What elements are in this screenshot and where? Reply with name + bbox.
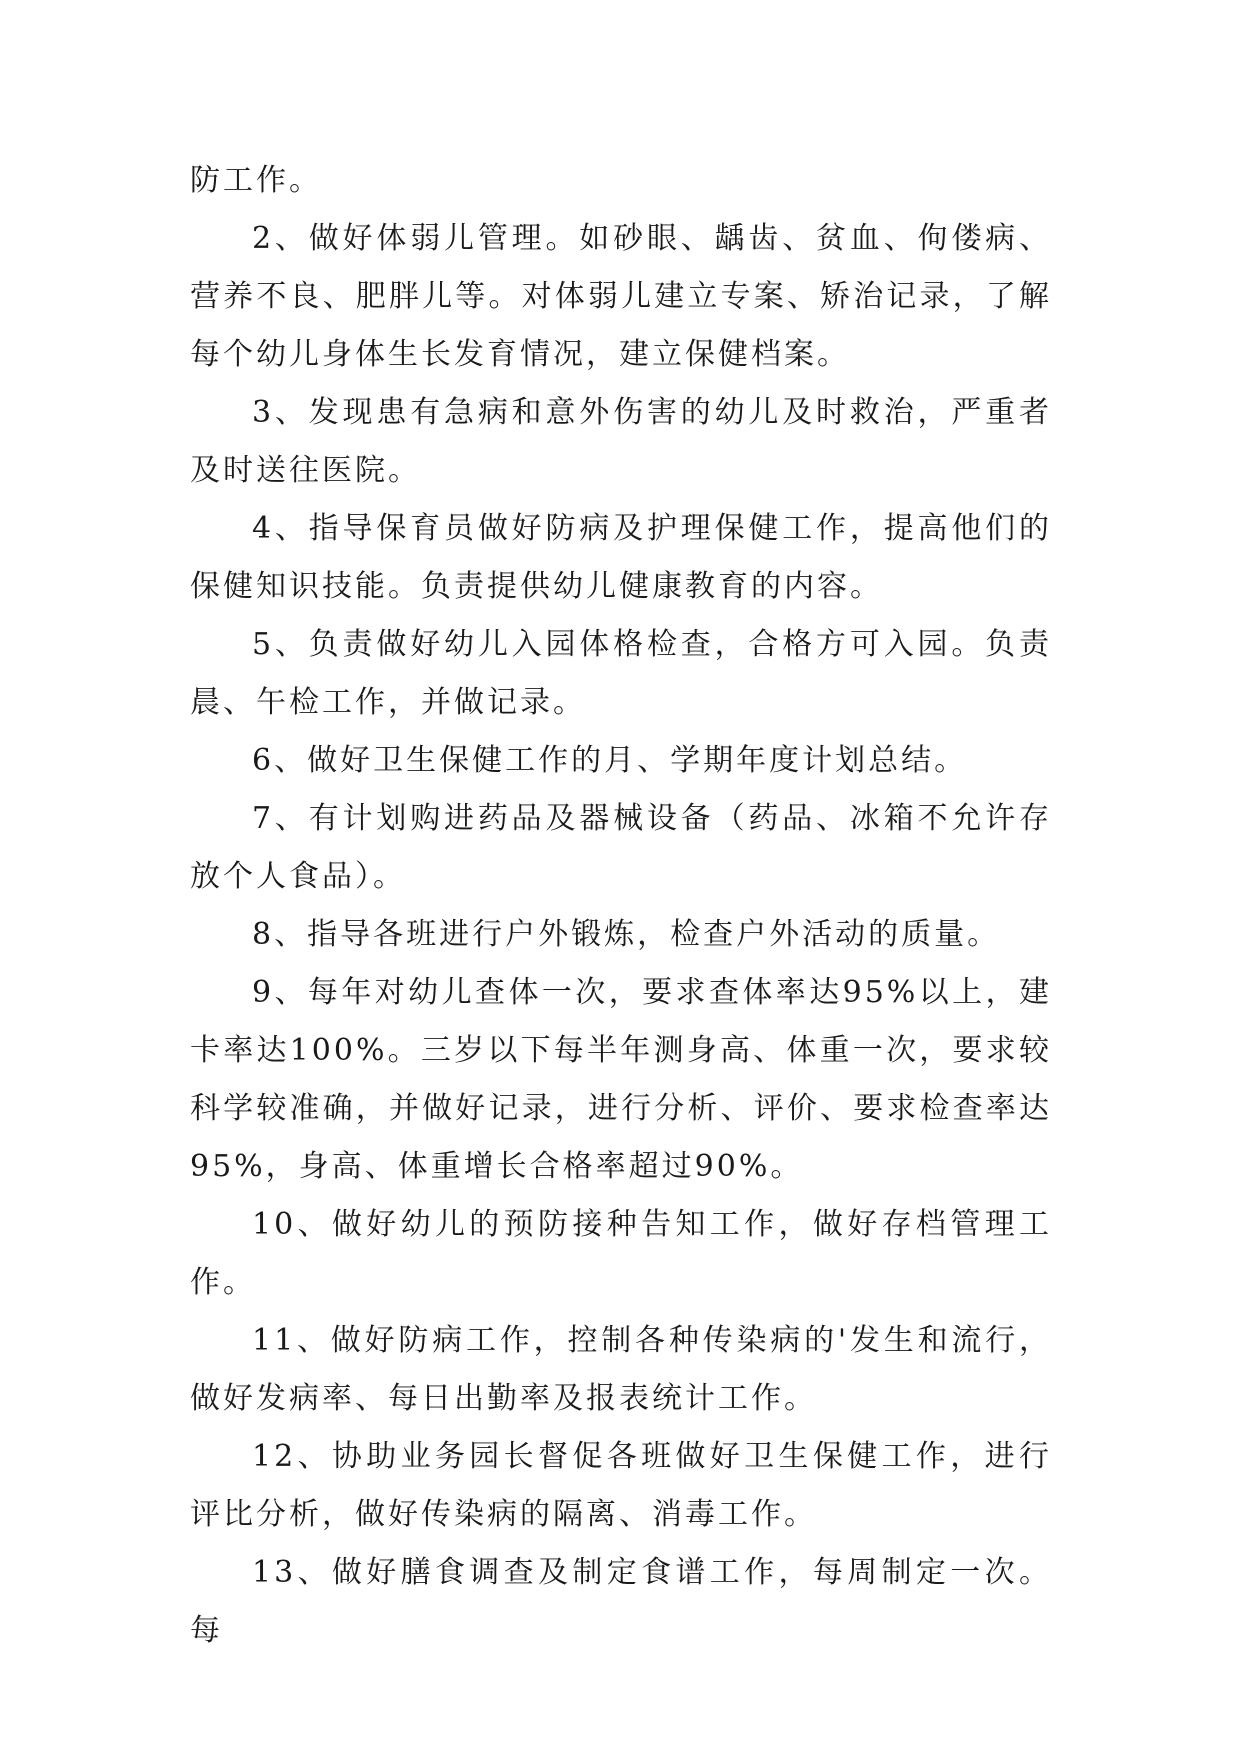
paragraph-item-3: 3、发现患有急病和意外伤害的幼儿及时救治，严重者及时送往医院。 xyxy=(190,395,1052,488)
paragraph-item-5: 5、负责做好幼儿入园体格检查，合格方可入园。负责晨、午检工作，并做记录。 xyxy=(190,627,1052,720)
paragraph-item-13: 13、做好膳食调查及制定食谱工作，每周制定一次。每 xyxy=(190,1555,1052,1648)
paragraph-item-12: 12、协助业务园长督促各班做好卫生保健工作，进行评比分析，做好传染病的隔离、消毒工作。 xyxy=(190,1439,1052,1532)
paragraph-item-2: 2、做好体弱儿管理。如砂眼、龋齿、贫血、佝偻病、营养不良、肥胖儿等。对体弱儿建立专案、矫治记录，了解每个幼儿身体生长发育情况，建立保健档案。 xyxy=(190,221,1052,372)
paragraph-item-6: 6、做好卫生保健工作的月、学期年度计划总结。 xyxy=(252,743,968,778)
paragraph-item-8: 8、指导各班进行户外锻炼，检查户外活动的质量。 xyxy=(252,917,1001,952)
paragraph-item-11: 11、做好防病工作，控制各种传染病的'发生和流行，做好发病率、每日出勤率及报表统计工作。 xyxy=(190,1323,1052,1416)
paragraph-continuation: 防工作。 xyxy=(190,163,322,198)
document-body xyxy=(190,152,1052,1660)
paragraph-item-7: 7、有计划购进药品及器械设备（药品、冰箱不允许存放个人食品）。 xyxy=(190,801,1052,894)
paragraph-item-10: 10、做好幼儿的预防接种告知工作，做好存档管理工作。 xyxy=(190,1207,1052,1300)
paragraph-item-9: 9、每年对幼儿查体一次，要求查体率达95%以上，建卡率达100%。三岁以下每半年测身高、体重一次，要求较科学较准确，并做好记录，进行分析、评价、要求检查率达95%，身高、体重增长合格率超过90%。 xyxy=(190,975,1052,1184)
paragraph-item-4: 4、指导保育员做好防病及护理保健工作，提高他们的保健知识技能。负责提供幼儿健康教育的内容。 xyxy=(190,511,1052,604)
